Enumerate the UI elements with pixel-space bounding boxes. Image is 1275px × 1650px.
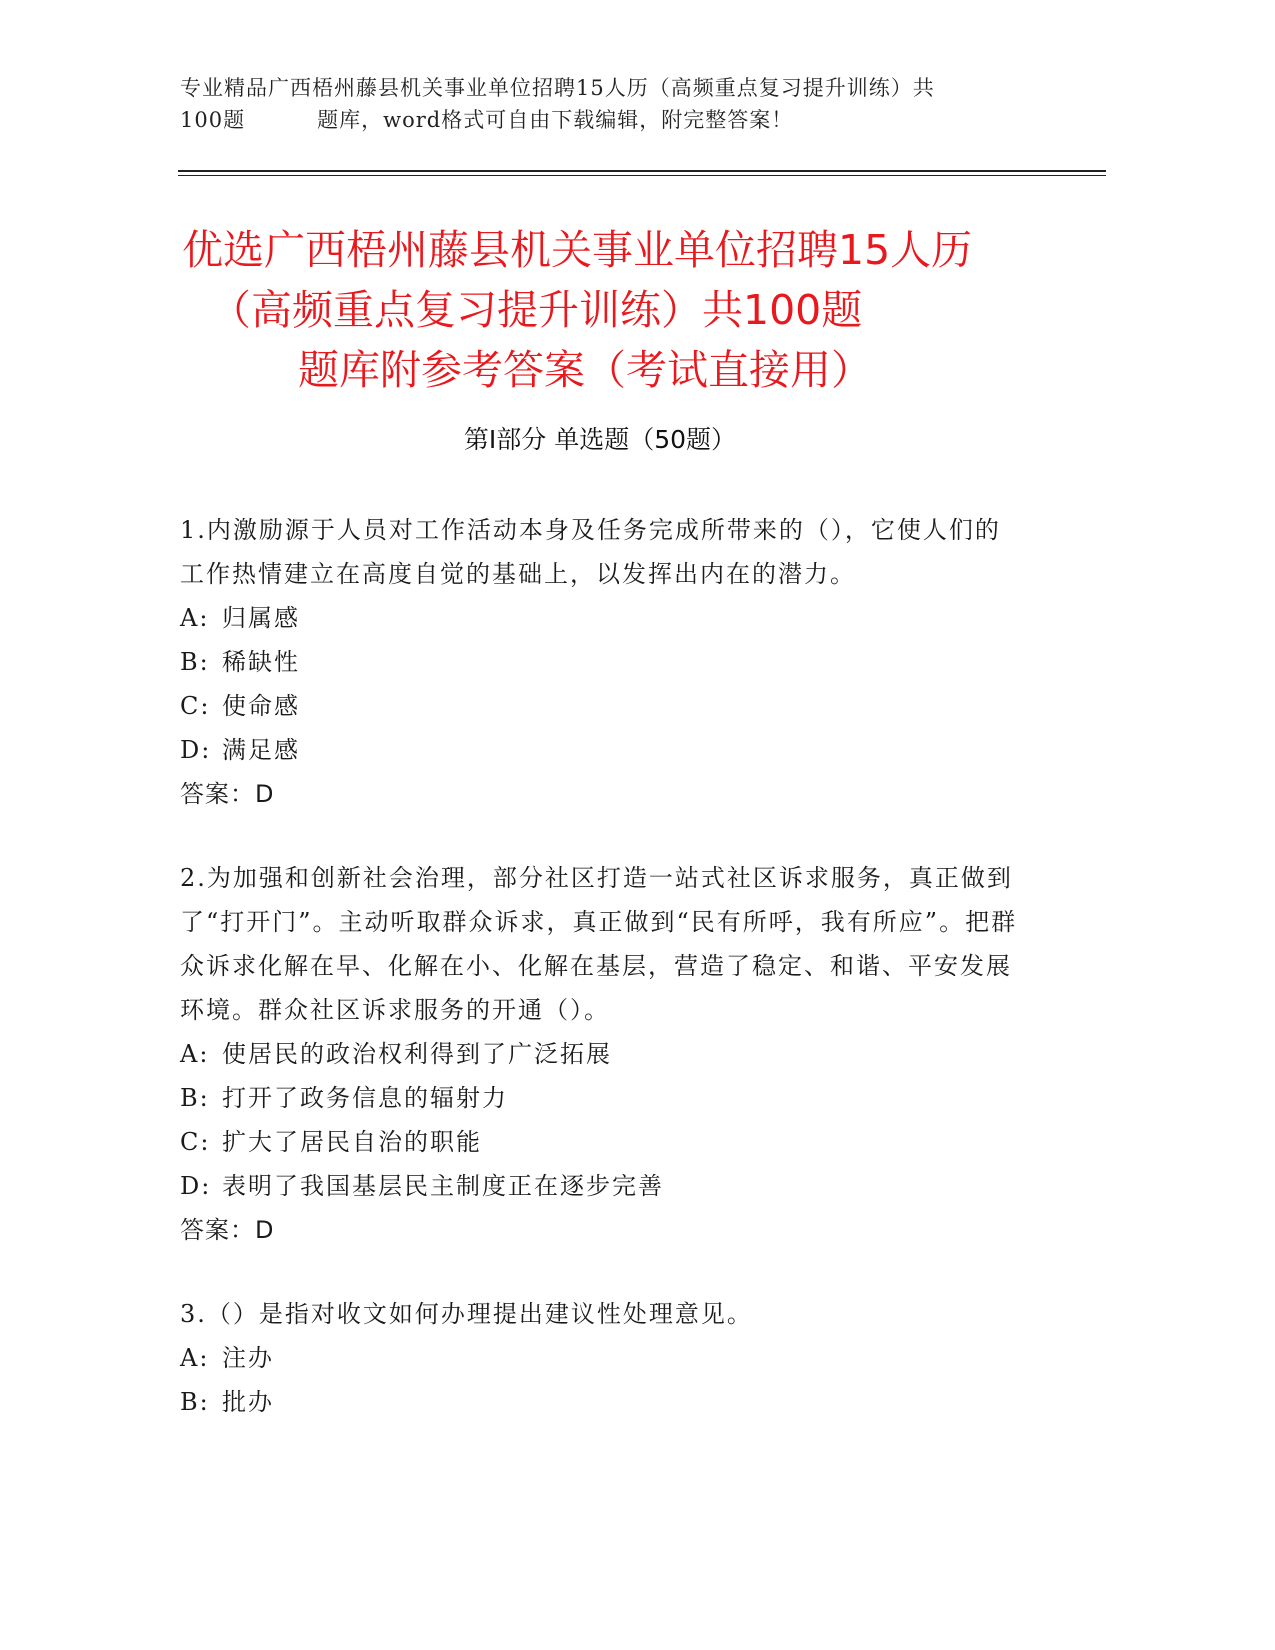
option-c xyxy=(180,684,1020,728)
option-a xyxy=(180,596,1020,640)
title-line2: （高频重点复习提升训练）共100题 xyxy=(210,286,863,334)
document-title xyxy=(150,220,1150,400)
option-letter: B: xyxy=(180,648,210,676)
title-line3: 题库附参考答案（考试直接用） xyxy=(298,346,872,394)
option-text: 批办 xyxy=(222,1388,274,1416)
header-note xyxy=(180,72,1040,136)
question-stem: 3.（）是指对收文如何办理提出建议性处理意见。 xyxy=(180,1300,753,1328)
option-c xyxy=(180,1120,1020,1164)
option-letter: A: xyxy=(180,1040,210,1068)
option-d xyxy=(180,1164,1020,1208)
option-letter: D: xyxy=(180,736,212,764)
title-line1: 优选广西梧州藤县机关事业单位招聘15人历 xyxy=(182,226,973,274)
header-note-line2 xyxy=(180,104,1040,136)
option-letter: A: xyxy=(180,1344,210,1372)
answer-line: 答案：D xyxy=(180,1216,275,1244)
option-text: 打开了政务信息的辐射力 xyxy=(222,1084,508,1112)
question-2 xyxy=(180,856,1020,1252)
option-letter: C: xyxy=(180,692,211,720)
option-text: 使命感 xyxy=(222,692,300,720)
header-note-line2-right: 题库，word格式可自由下载编辑，附完整答案！ xyxy=(317,108,794,132)
header-note-line1: 专业精品广西梧州藤县机关事业单位招聘15人历（高频重点复习提升训练）共 xyxy=(180,76,935,100)
option-b xyxy=(180,640,1020,684)
option-letter: D: xyxy=(180,1172,212,1200)
question-stem: 2.为加强和创新社会治理，部分社区打造一站式社区诉求服务，真正做到了“打开门”。主动听取群众诉求，真正做到“民有所呼，我有所应”。把群众诉求化解在早、化解在小、化解在基层，营造了稳定、和谐、平安发展环境。群众社区诉求服务的开通（）。 xyxy=(180,864,1018,1024)
header-rule-thin xyxy=(178,175,1106,176)
option-text: 归属感 xyxy=(222,604,300,632)
option-a xyxy=(180,1032,1020,1076)
option-letter: A: xyxy=(180,604,210,632)
option-text: 使居民的政治权利得到了广泛拓展 xyxy=(222,1040,612,1068)
option-text: 表明了我国基层民主制度正在逐步完善 xyxy=(222,1172,664,1200)
question-3 xyxy=(180,1292,1020,1424)
option-letter: B: xyxy=(180,1084,210,1112)
option-text: 满足感 xyxy=(222,736,300,764)
option-a xyxy=(180,1336,1020,1380)
option-b xyxy=(180,1076,1020,1120)
header-note-line2-left: 100题 xyxy=(180,108,246,132)
header-rule-thick xyxy=(178,170,1106,172)
question-1 xyxy=(180,508,1020,816)
question-list xyxy=(180,508,1020,1464)
option-b xyxy=(180,1380,1020,1424)
question-stem: 1.内激励源于人员对工作活动本身及任务完成所带来的（），它使人们的工作热情建立在高度自觉的基础上，以发挥出内在的潜力。 xyxy=(180,516,1001,588)
option-letter: C: xyxy=(180,1128,211,1156)
option-text: 注办 xyxy=(222,1344,274,1372)
option-text: 稀缺性 xyxy=(222,648,300,676)
option-letter: B: xyxy=(180,1388,210,1416)
section-title: 第Ⅰ部分 单选题（50题） xyxy=(463,425,737,454)
answer-line: 答案：D xyxy=(180,780,275,808)
option-d xyxy=(180,728,1020,772)
option-text: 扩大了居民自治的职能 xyxy=(222,1128,482,1156)
